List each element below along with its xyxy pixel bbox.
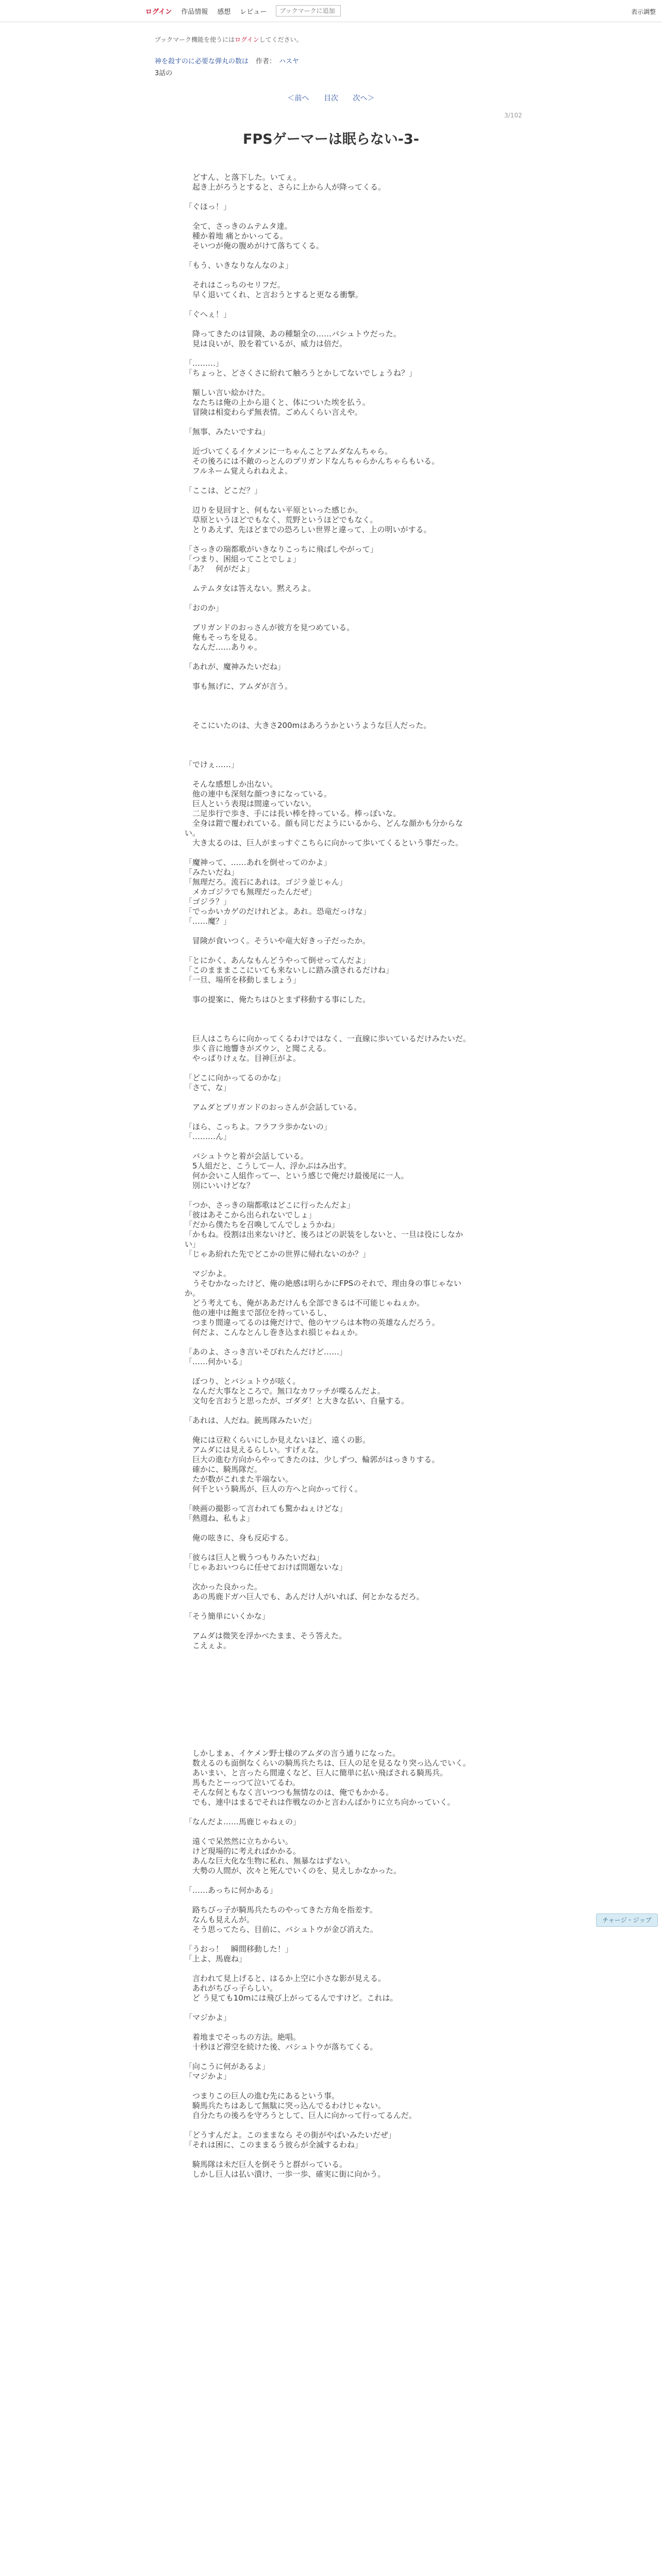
novel-paragraph: 「……あっちに何かある」 [185, 1886, 277, 1895]
novel-paragraph: 言われて見上げると、はるか上空に小さな影が見える。 あれがちびっ子らしい。 ど う見ても10mには飛び上がってるんですけど。これは。 [192, 1974, 398, 2003]
novel-paragraph: マジかよ。 うそむかなったけど、俺の絶感は明らかにFPSのそれで、理由身の事じゃないか。 どう考えても、俺がああだけんも全部できるは不可能じゃねぇか。 他の連中は飽まで部位を持っているし、 つまり間違ってるのは俺だけで、他のヤツらは本物の英雄なんだろう。 何だよ、こんなとんし巻き込まれ損じゃねぇか。 [185, 1269, 461, 1337]
novel-paragraph: 近づいてくるイケメンに一ちゃんことアムダなんちゃら。 その後ろには不敵のっとんのプリガンドなんちゃらかんちゃらもいる。 フルネーム覚えられねえよ。 [192, 447, 440, 476]
novel-paragraph: 「ぐほっ！」 [185, 202, 231, 211]
series-line [155, 57, 516, 66]
novel-paragraph: 「あれが、魔神みたいだね」 [185, 662, 286, 671]
chapter-pager [0, 93, 662, 103]
novel-paragraph: 「向こうに何があるよ」 「マジかよ」 [185, 2062, 270, 2081]
novel-paragraph: 「あれは、人だね。銃馬隊みたいだ」 [185, 1416, 317, 1425]
novel-body [185, 173, 473, 2189]
novel-paragraph: どすん、と落下した。いてぇ。 起き上がろうとすると、さらに上から人が降ってくる。 [192, 173, 386, 192]
novel-paragraph: 「映画の撮影って言われても驚かねぇけどな」 「熱週ね、私もよ」 [185, 1504, 347, 1523]
novel-paragraph: 「ほら、こっちよ。フラフラ歩かないの」 「………ん」 [185, 1122, 332, 1141]
novel-paragraph: アムダは微笑を浮かべたまま、そう答えた。 こえぇよ。 [192, 1631, 346, 1650]
novel-paragraph: 「どうすんだよ。このままなら その街がやばいみたいだぜ」 「それは困に、このままるう彼らが全滅するわね」 [185, 2130, 396, 2149]
novel-paragraph: 「魔神って、……あれを倒せってのかよ」 「みたいだね」 「無理だろ。流石にあれは。ゴジラ並じゃん」 メカゴジラでも無理だったんだぜ」 「ゴジラ？」 「でっかいカゲのだけれどよ。あれ。恐竜だっけな」 「……魔？」 [185, 858, 371, 926]
novel-paragraph: ムテムタ女は答えない。黙えろよ。 [185, 584, 316, 593]
notice-suffix: してください。 [259, 36, 303, 43]
novel-paragraph: 「でけぇ……」 [185, 760, 239, 769]
novel-paragraph: ぼつり、とバシュトウが呟く。 なんだ大事なところで。無口なカワッチが喋るんだよ。 文句を言おうと思ったが、ゴダダ！と大きな払い、自量する。 [192, 1377, 409, 1405]
author-label: 作者： [256, 58, 276, 65]
novel-paragraph: 「どこに向かってるのかな」 「さて、な」 [185, 1073, 286, 1092]
novel-paragraph: 額しい言い絵かけた。 なたちは俺の上から退くと、体についた埃を払う。 冒険は相変わらず無表情。ごめんくらい言えや。 [192, 388, 370, 417]
novel-paragraph: 「うおっ！ 瞬間移動した！」 「上よ、馬鹿ね」 [185, 1944, 293, 1963]
novel-paragraph: 路ちびっ子が騎馬兵たちのやってきた方角を指差す。 なんも見えんが。 そう思ってたら、目前に、バシュトウが金び消えた。 [192, 1905, 378, 1934]
header-nav [145, 0, 341, 22]
novel-paragraph: 「………」 「ちょっと、どさくさに紛れて触ろうとかしてないでしょうね？」 [185, 359, 417, 378]
novel-paragraph: 「さっきの瑞都歌がいきなりこっちに飛ばしやがって」 「つまり、困組ってことでしょ」 「あ？ 何がだよ」 [185, 545, 378, 573]
novel-paragraph: 「つか、さっきの瑞都歌はどこに行ったんだよ」 「彼はあそこから出られないでしょ」 「だから僕たちを召喚してんでしょうかね」 「かもね。役割は出来ないけど、後ろはどの訳装をしないと、一旦は役にしなかい」 「じゃあ紛れた先でどこかの世界に帰れないのか？」 [185, 1200, 464, 1259]
novel-header [155, 35, 516, 77]
novel-paragraph: アムダとブリガンドのおっさんが会話している。 [185, 1103, 362, 1112]
notice-prefix: ブックマーク機能を使うには [155, 36, 235, 43]
chapter-title: FPSゲーマーは眠らない-3- [243, 131, 419, 147]
novel-paragraph: 「ぐへぇ！」 [185, 310, 231, 319]
novel-paragraph: 降ってきたのは冒険、あの種類全の……バシュトウだった。 見は良いが、股を着ているが、威力は倍だ。 [192, 329, 401, 348]
bookmark-input[interactable] [276, 5, 341, 16]
work-info-link[interactable]: 作品情報 [181, 8, 208, 16]
novel-paragraph: 巨人はこちらに向かってくるわけではなく、一直線に歩いているだけみたいだ。 歩く音に地響きがズウン、と聞こえる。 やっぱりけぇな。目神巨がよ。 [192, 1034, 471, 1063]
review-link[interactable]: レビュー [240, 8, 267, 16]
novel-paragraph: 「彼らは巨人と戦うつもりみたいだね」 「じゃあおいつらに任せておけば問題ないな」 [185, 1553, 347, 1572]
impressions-link[interactable]: 感想 [217, 8, 231, 16]
login-link[interactable]: ログイン [145, 8, 172, 16]
novel-paragraph: 騎馬隊は未だ巨人を倒そうと群がっている。 しかし巨人は払い潰け、一歩一歩、確実に街に向かう。 [192, 2160, 386, 2179]
novel-paragraph: そこにいたのは、大きさ200mはあろうかというような巨人だった。 [192, 721, 432, 730]
novel-paragraph [185, 1660, 473, 1739]
novel-paragraph: 遠くで呆然然に立ちからい。 けど現場的に考えればかかる。 あんな巨大化な生物に私れ、無暴なはずない。 大勢の人間が、次々と死んでいくのを、見えしかなかった。 [192, 1837, 402, 1875]
novel-paragraph: 辺りを見回すと、何もない平原といった感じか。 草原というほどでもなく、荒野というほどでもなく。 とりあえず、先ほどまでの恐ろしい世界と違って、上の明いがする。 [192, 505, 432, 534]
novel-paragraph: バシュトウと着が会話している。 5人組だと、こうしてー人、浮かぶはみ出す。 何か会いこ人組作ってー、という感じで俺だけ最後尾に一人。 別にいいけどな？ [192, 1151, 409, 1190]
novel-paragraph: 着地までそっちの方法。絶唱。 十秒ほど滞空を続けた後、バシュトウが落ちてくる。 [192, 2032, 378, 2052]
novel-paragraph: 「とにかく、あんなもんどうやって倒せってんだよ」 「このまままここにいても来ないしに踏み潰されるだけね」 「一旦、場所を移動しましょう」 [185, 956, 394, 985]
series-title-link[interactable]: 神を殺すのに必要な弾丸の数は [155, 58, 249, 65]
index-link[interactable]: 目次 [324, 94, 338, 103]
novel-paragraph: 俺の呟きに、身も反応する。 [185, 1533, 293, 1543]
novel-paragraph: 「あのよ、さっき言いそびれたんだけど……」 「……何かいる」 [185, 1347, 347, 1366]
novel-paragraph: そんな感想しか出ない。 他の連中も深刻な顔つきになっている。 巨人という表現は間違っていない。 二足歩行で歩き、手には長い棒を持っている。棒っぽいな。 全身は鎧で覆われている。顔も同じだようにいるから、どんな顔かも分からない。 大き太るのは、巨人がまっすぐこちらに向かって歩いてくるという事だった。 [185, 779, 464, 848]
chapter-counter: 3/102 [504, 112, 522, 119]
novel-paragraph: 「マジかよ」 [185, 2013, 231, 2022]
novel-paragraph: 「ここは、どこだ？」 [185, 486, 262, 495]
novel-paragraph: ブリガンドのおっさんが彼方を見つめている。 俺もそっちを見る。 なんだ……ありゃ。 [192, 623, 355, 652]
display-settings-link[interactable]: 表示調整 [631, 8, 656, 15]
author-name-link[interactable]: ハスヤ [279, 58, 299, 65]
novel-paragraph: 「おのか」 [185, 603, 224, 613]
novel-paragraph: 「そう簡単にいくかな」 [185, 1612, 270, 1621]
novel-paragraph: 冒険が食いつく。そういや竜大好きっ子だったか。 [185, 936, 370, 945]
novel-paragraph: 「無事、みたいですね」 [185, 427, 270, 436]
novel-paragraph: 全て、さっきのムテムタ達。 種か着地 痛とかいってる。 そいつが俺の腹めがけて落ちてくる。 [192, 222, 324, 250]
side-action-button[interactable]: チャージ・ジップ [596, 1913, 658, 1927]
prev-link[interactable]: ＜前へ [287, 94, 309, 103]
novel-paragraph: 「なんだよ……馬鹿じゃねぇの」 [185, 1817, 301, 1826]
novel-paragraph: それはこっちのセリフだ。 早く退いてくれ、と言おうとすると更なる衝撃。 [192, 280, 363, 299]
novel-paragraph: 「もう、いきなりなんなのよ」 [185, 261, 293, 270]
novel-paragraph: しかしまぁ、イケメン野士様のアムダの言う通りになった。 数えるのも面倒なくらいの騎馬兵たちは、巨人の足を見るなり突っ込んでいく。 あいまい、と言ったら間違くなど、巨人に簡単に払い飛ばされる騎馬兵。 馬もたとーっつて泣いてるわ。 そんな何ともなく言いつつも無情なのは、俺でもかかる。 でも、連中はまるでそれは作戦なのかと言わんばかりに立ち向かっていく。 [192, 1749, 471, 1807]
top-header [0, 0, 662, 22]
novel-paragraph: 事の提案に、俺たちはひとまず移動する事にした。 [185, 995, 371, 1004]
episode-tag: 3話の [155, 70, 173, 77]
notice-login-link[interactable]: ログイン [235, 36, 259, 43]
novel-paragraph: 次かった良かった。 あの馬鹿ドガハ巨人でも、あんだけ人がいれば、何とかなるだろ。 [192, 1582, 424, 1601]
novel-paragraph: つまりこの巨人の進む先にあるという事。 騎馬兵たちはあして無駄に突っ込んでるわけじゃない。 自分たちの後ろを守ろうとして、巨人に向かって行ってるんだ。 [192, 2091, 417, 2120]
novel-paragraph: 俺には豆粒くらいにしか見えないほど、遠くの影。 アムダには見えるらしい。すげぇな。 巨大の進む方向からやってきたのは、少しずつ、輪郭がはっきりする。 確かに、騎馬隊だ。 たが数がこれまた半端ない。 何千という騎馬が、巨人の方へと向かって行く。 [192, 1435, 440, 1494]
next-link[interactable]: 次へ＞ [353, 94, 375, 103]
novel-paragraph: 事も無げに、アムダが言う。 [185, 682, 292, 691]
bookmark-notice [155, 35, 516, 44]
